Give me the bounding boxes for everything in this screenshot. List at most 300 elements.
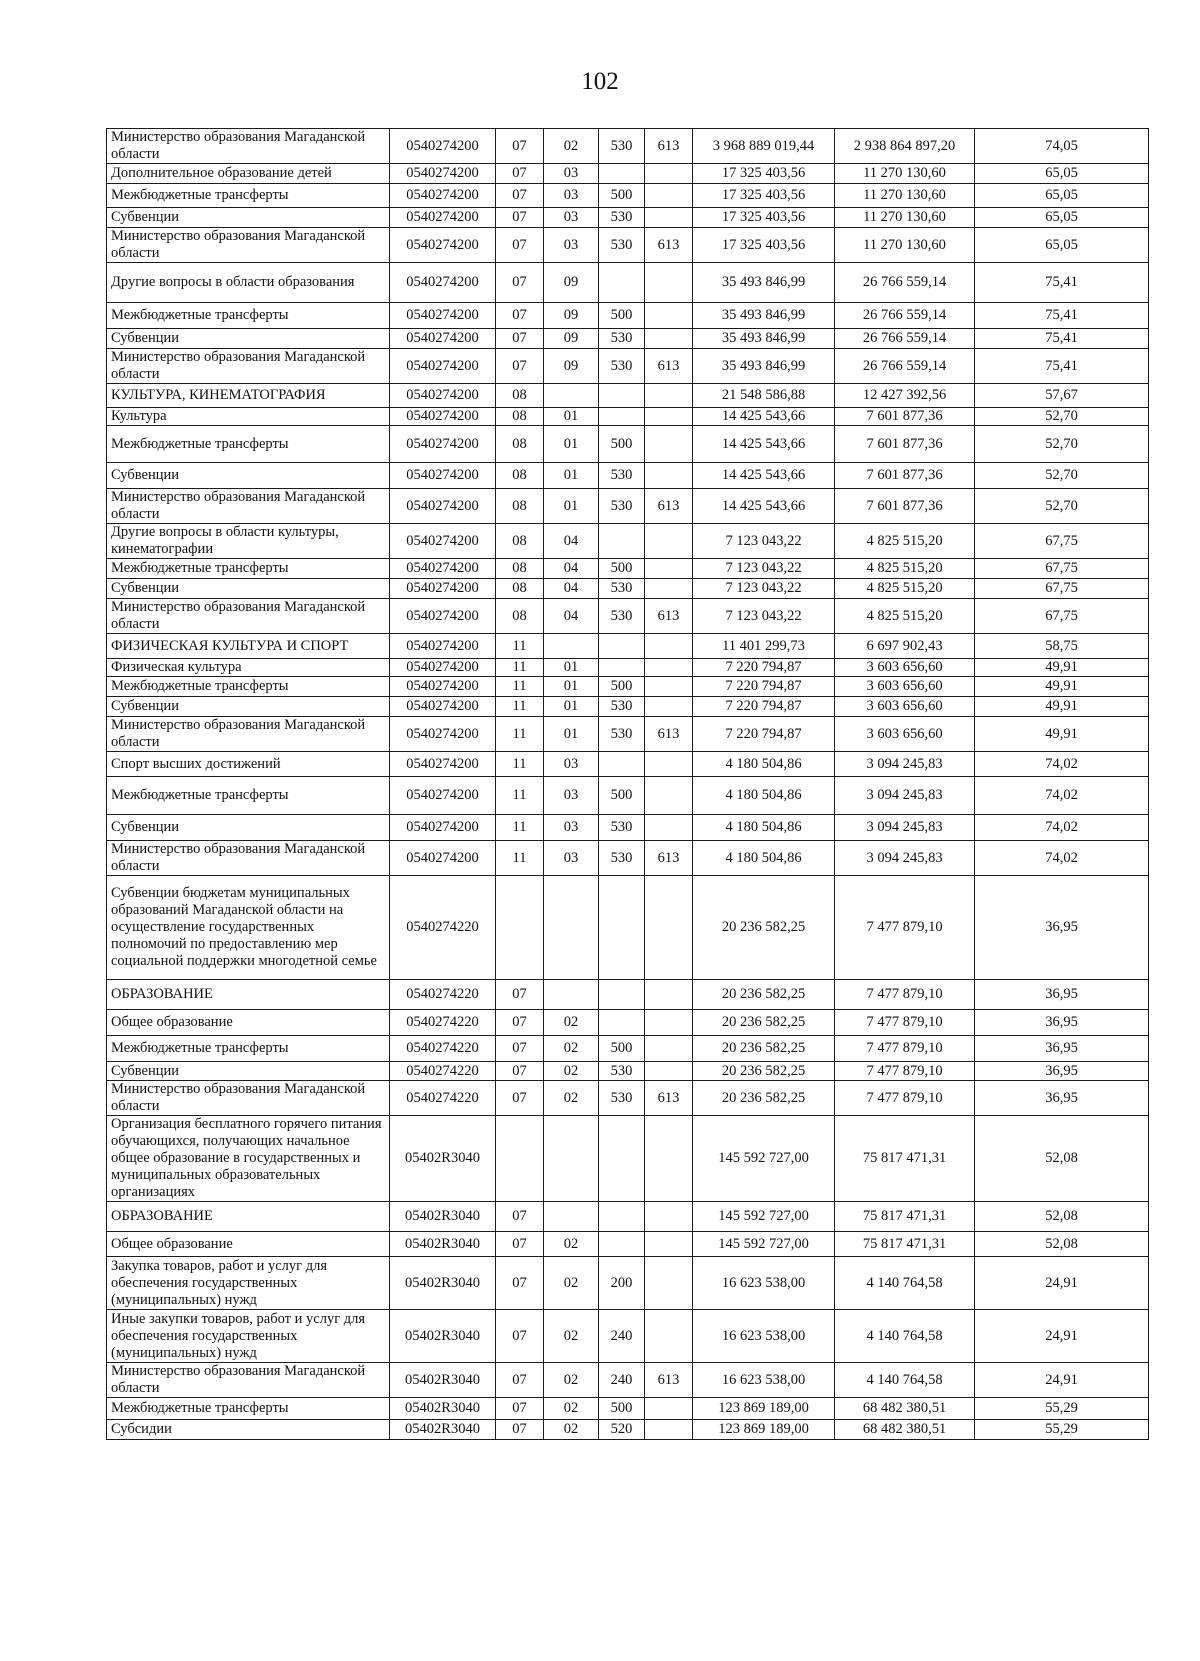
cell-grbs: 613 bbox=[645, 228, 693, 263]
cell-name: Межбюджетные трансферты bbox=[107, 426, 390, 463]
budget-table bbox=[106, 128, 1149, 1440]
cell-rz bbox=[496, 876, 544, 980]
cell-pr: 04 bbox=[544, 559, 599, 579]
table-row bbox=[107, 263, 1149, 303]
cell-fact: 26 766 559,14 bbox=[835, 263, 975, 303]
cell-pr: 03 bbox=[544, 208, 599, 228]
cell-pr: 03 bbox=[544, 841, 599, 876]
cell-grbs bbox=[645, 1116, 693, 1202]
cell-pr: 03 bbox=[544, 164, 599, 184]
cell-csr: 0540274200 bbox=[390, 349, 496, 384]
cell-fact: 4 825 515,20 bbox=[835, 579, 975, 599]
cell-vr bbox=[599, 263, 645, 303]
cell-grbs bbox=[645, 208, 693, 228]
cell-fact: 11 270 130,60 bbox=[835, 164, 975, 184]
cell-csr: 05402R3040 bbox=[390, 1310, 496, 1363]
cell-fact: 4 140 764,58 bbox=[835, 1310, 975, 1363]
cell-csr: 0540274200 bbox=[390, 599, 496, 634]
cell-csr: 0540274200 bbox=[390, 634, 496, 659]
cell-plan: 7 220 794,87 bbox=[693, 717, 835, 752]
cell-csr: 0540274200 bbox=[390, 717, 496, 752]
cell-vr bbox=[599, 164, 645, 184]
table-row bbox=[107, 164, 1149, 184]
cell-pr: 03 bbox=[544, 184, 599, 208]
cell-pct: 75,41 bbox=[975, 329, 1149, 349]
cell-plan: 14 425 543,66 bbox=[693, 408, 835, 426]
cell-grbs bbox=[645, 1398, 693, 1420]
cell-name: Общее образование bbox=[107, 1010, 390, 1036]
cell-grbs bbox=[645, 815, 693, 841]
cell-vr: 530 bbox=[599, 463, 645, 489]
cell-name: ОБРАЗОВАНИЕ bbox=[107, 1202, 390, 1232]
cell-rz: 11 bbox=[496, 659, 544, 677]
cell-vr: 530 bbox=[599, 349, 645, 384]
cell-plan: 4 180 504,86 bbox=[693, 815, 835, 841]
cell-grbs bbox=[645, 303, 693, 329]
table-row bbox=[107, 129, 1149, 164]
cell-rz: 08 bbox=[496, 426, 544, 463]
cell-vr: 500 bbox=[599, 677, 645, 697]
cell-name: Межбюджетные трансферты bbox=[107, 303, 390, 329]
table-row bbox=[107, 1036, 1149, 1062]
cell-pr: 03 bbox=[544, 752, 599, 777]
cell-pct: 74,02 bbox=[975, 815, 1149, 841]
cell-grbs: 613 bbox=[645, 841, 693, 876]
cell-csr: 0540274200 bbox=[390, 129, 496, 164]
cell-grbs bbox=[645, 1420, 693, 1440]
cell-fact: 26 766 559,14 bbox=[835, 349, 975, 384]
cell-csr: 0540274200 bbox=[390, 579, 496, 599]
cell-vr: 500 bbox=[599, 184, 645, 208]
cell-rz: 08 bbox=[496, 463, 544, 489]
cell-pr bbox=[544, 876, 599, 980]
cell-pr: 01 bbox=[544, 426, 599, 463]
cell-vr: 500 bbox=[599, 1398, 645, 1420]
cell-csr: 0540274200 bbox=[390, 697, 496, 717]
cell-fact: 3 603 656,60 bbox=[835, 717, 975, 752]
cell-plan: 123 869 189,00 bbox=[693, 1420, 835, 1440]
cell-rz: 11 bbox=[496, 634, 544, 659]
cell-grbs bbox=[645, 1257, 693, 1310]
cell-fact: 26 766 559,14 bbox=[835, 303, 975, 329]
cell-csr: 0540274220 bbox=[390, 876, 496, 980]
cell-name: Министерство образования Магаданской области bbox=[107, 841, 390, 876]
cell-name: Межбюджетные трансферты bbox=[107, 184, 390, 208]
cell-pr: 09 bbox=[544, 263, 599, 303]
cell-fact: 7 477 879,10 bbox=[835, 876, 975, 980]
cell-csr: 0540274220 bbox=[390, 980, 496, 1010]
cell-name: Министерство образования Магаданской области bbox=[107, 228, 390, 263]
cell-rz: 07 bbox=[496, 1420, 544, 1440]
cell-name: Министерство образования Магаданской области bbox=[107, 599, 390, 634]
cell-pr bbox=[544, 1202, 599, 1232]
cell-rz: 07 bbox=[496, 329, 544, 349]
table-row bbox=[107, 349, 1149, 384]
cell-name: Субвенции bbox=[107, 329, 390, 349]
cell-pr: 01 bbox=[544, 489, 599, 524]
cell-plan: 7 220 794,87 bbox=[693, 677, 835, 697]
cell-plan: 20 236 582,25 bbox=[693, 1036, 835, 1062]
cell-fact: 75 817 471,31 bbox=[835, 1232, 975, 1257]
cell-fact: 7 601 877,36 bbox=[835, 463, 975, 489]
cell-vr bbox=[599, 634, 645, 659]
cell-plan: 7 123 043,22 bbox=[693, 579, 835, 599]
cell-grbs bbox=[645, 1232, 693, 1257]
cell-vr: 530 bbox=[599, 815, 645, 841]
cell-pr: 01 bbox=[544, 717, 599, 752]
cell-pr: 02 bbox=[544, 1363, 599, 1398]
cell-name: КУЛЬТУРА, КИНЕМАТОГРАФИЯ bbox=[107, 384, 390, 408]
cell-pct: 75,41 bbox=[975, 303, 1149, 329]
cell-pr: 04 bbox=[544, 524, 599, 559]
cell-csr: 0540274220 bbox=[390, 1036, 496, 1062]
cell-vr: 530 bbox=[599, 841, 645, 876]
cell-pct: 49,91 bbox=[975, 697, 1149, 717]
cell-grbs bbox=[645, 329, 693, 349]
table-row bbox=[107, 717, 1149, 752]
cell-pct: 36,95 bbox=[975, 1036, 1149, 1062]
cell-plan: 16 623 538,00 bbox=[693, 1363, 835, 1398]
cell-fact: 7 477 879,10 bbox=[835, 1081, 975, 1116]
cell-grbs: 613 bbox=[645, 1081, 693, 1116]
cell-pr: 02 bbox=[544, 1232, 599, 1257]
cell-grbs: 613 bbox=[645, 599, 693, 634]
cell-vr: 530 bbox=[599, 1062, 645, 1081]
table-row bbox=[107, 697, 1149, 717]
cell-fact: 2 938 864 897,20 bbox=[835, 129, 975, 164]
cell-name: Министерство образования Магаданской области bbox=[107, 349, 390, 384]
cell-fact: 6 697 902,43 bbox=[835, 634, 975, 659]
cell-pr: 02 bbox=[544, 1398, 599, 1420]
cell-csr: 0540274200 bbox=[390, 815, 496, 841]
cell-name: Субвенции бюджетам муниципальных образований Магаданской области на осуществление государственных полномочий по предоставлению мер социальной поддержки многодетной семье bbox=[107, 876, 390, 980]
cell-fact: 7 601 877,36 bbox=[835, 426, 975, 463]
cell-grbs: 613 bbox=[645, 717, 693, 752]
cell-vr bbox=[599, 384, 645, 408]
cell-fact: 4 140 764,58 bbox=[835, 1257, 975, 1310]
cell-plan: 35 493 846,99 bbox=[693, 263, 835, 303]
cell-pct: 67,75 bbox=[975, 579, 1149, 599]
cell-rz: 08 bbox=[496, 384, 544, 408]
cell-plan: 4 180 504,86 bbox=[693, 777, 835, 815]
cell-fact: 7 477 879,10 bbox=[835, 1036, 975, 1062]
cell-rz: 11 bbox=[496, 841, 544, 876]
cell-csr: 0540274200 bbox=[390, 752, 496, 777]
cell-pct: 49,91 bbox=[975, 677, 1149, 697]
cell-grbs bbox=[645, 634, 693, 659]
cell-rz: 07 bbox=[496, 164, 544, 184]
cell-csr: 0540274200 bbox=[390, 303, 496, 329]
cell-name: Субвенции bbox=[107, 815, 390, 841]
cell-vr bbox=[599, 524, 645, 559]
cell-plan: 4 180 504,86 bbox=[693, 841, 835, 876]
cell-pct: 52,70 bbox=[975, 489, 1149, 524]
cell-fact: 7 601 877,36 bbox=[835, 408, 975, 426]
table-row bbox=[107, 329, 1149, 349]
cell-fact: 3 094 245,83 bbox=[835, 815, 975, 841]
table-row bbox=[107, 303, 1149, 329]
cell-fact: 3 094 245,83 bbox=[835, 752, 975, 777]
cell-pct: 67,75 bbox=[975, 599, 1149, 634]
cell-vr bbox=[599, 980, 645, 1010]
cell-fact: 11 270 130,60 bbox=[835, 184, 975, 208]
cell-vr bbox=[599, 659, 645, 677]
cell-grbs bbox=[645, 697, 693, 717]
cell-csr: 05402R3040 bbox=[390, 1202, 496, 1232]
cell-name: Субвенции bbox=[107, 463, 390, 489]
cell-name: Спорт высших достижений bbox=[107, 752, 390, 777]
cell-csr: 0540274200 bbox=[390, 426, 496, 463]
cell-grbs bbox=[645, 876, 693, 980]
cell-fact: 7 477 879,10 bbox=[835, 1062, 975, 1081]
cell-vr: 500 bbox=[599, 426, 645, 463]
cell-pr: 02 bbox=[544, 1310, 599, 1363]
cell-plan: 20 236 582,25 bbox=[693, 1010, 835, 1036]
cell-fact: 7 477 879,10 bbox=[835, 1010, 975, 1036]
cell-vr: 240 bbox=[599, 1310, 645, 1363]
cell-name: Культура bbox=[107, 408, 390, 426]
cell-grbs bbox=[645, 752, 693, 777]
cell-name: Субсидии bbox=[107, 1420, 390, 1440]
cell-rz: 07 bbox=[496, 349, 544, 384]
cell-pct: 65,05 bbox=[975, 164, 1149, 184]
cell-plan: 145 592 727,00 bbox=[693, 1116, 835, 1202]
cell-rz: 07 bbox=[496, 1081, 544, 1116]
cell-rz: 07 bbox=[496, 1310, 544, 1363]
cell-vr: 200 bbox=[599, 1257, 645, 1310]
cell-pct: 36,95 bbox=[975, 1010, 1149, 1036]
cell-fact: 4 140 764,58 bbox=[835, 1363, 975, 1398]
cell-vr: 530 bbox=[599, 717, 645, 752]
cell-pr: 02 bbox=[544, 1010, 599, 1036]
cell-rz: 07 bbox=[496, 1010, 544, 1036]
cell-grbs bbox=[645, 524, 693, 559]
cell-vr: 530 bbox=[599, 228, 645, 263]
cell-grbs: 613 bbox=[645, 129, 693, 164]
cell-fact: 3 603 656,60 bbox=[835, 659, 975, 677]
cell-name: Субвенции bbox=[107, 208, 390, 228]
cell-fact: 75 817 471,31 bbox=[835, 1116, 975, 1202]
cell-vr: 530 bbox=[599, 1081, 645, 1116]
cell-grbs bbox=[645, 263, 693, 303]
cell-csr: 0540274200 bbox=[390, 524, 496, 559]
cell-rz: 07 bbox=[496, 228, 544, 263]
cell-pr: 02 bbox=[544, 1062, 599, 1081]
cell-rz: 11 bbox=[496, 717, 544, 752]
cell-pr: 09 bbox=[544, 349, 599, 384]
cell-grbs bbox=[645, 1202, 693, 1232]
cell-grbs: 613 bbox=[645, 489, 693, 524]
table-row bbox=[107, 677, 1149, 697]
cell-plan: 17 325 403,56 bbox=[693, 228, 835, 263]
cell-name: Межбюджетные трансферты bbox=[107, 559, 390, 579]
cell-name: Организация бесплатного горячего питания обучающихся, получающих начальное общее образование в государственных и муниципальных образовательных организациях bbox=[107, 1116, 390, 1202]
cell-fact: 11 270 130,60 bbox=[835, 228, 975, 263]
cell-plan: 20 236 582,25 bbox=[693, 1081, 835, 1116]
cell-grbs bbox=[645, 1310, 693, 1363]
cell-pr: 09 bbox=[544, 329, 599, 349]
cell-csr: 0540274220 bbox=[390, 1081, 496, 1116]
cell-pr: 02 bbox=[544, 1081, 599, 1116]
cell-pct: 65,05 bbox=[975, 184, 1149, 208]
cell-pct: 52,70 bbox=[975, 408, 1149, 426]
cell-rz: 07 bbox=[496, 1363, 544, 1398]
cell-grbs bbox=[645, 184, 693, 208]
cell-rz: 08 bbox=[496, 489, 544, 524]
cell-fact: 7 601 877,36 bbox=[835, 489, 975, 524]
cell-rz: 07 bbox=[496, 1062, 544, 1081]
cell-pct: 74,02 bbox=[975, 752, 1149, 777]
cell-pr bbox=[544, 1116, 599, 1202]
table-row bbox=[107, 980, 1149, 1010]
cell-pct: 36,95 bbox=[975, 980, 1149, 1010]
table-row bbox=[107, 184, 1149, 208]
cell-pr: 03 bbox=[544, 815, 599, 841]
cell-csr: 05402R3040 bbox=[390, 1257, 496, 1310]
cell-rz: 11 bbox=[496, 697, 544, 717]
cell-plan: 7 123 043,22 bbox=[693, 599, 835, 634]
cell-pct: 52,08 bbox=[975, 1116, 1149, 1202]
cell-name: Министерство образования Магаданской области bbox=[107, 489, 390, 524]
cell-plan: 7 123 043,22 bbox=[693, 559, 835, 579]
cell-plan: 17 325 403,56 bbox=[693, 184, 835, 208]
table-row bbox=[107, 1420, 1149, 1440]
cell-csr: 0540274200 bbox=[390, 659, 496, 677]
cell-pct: 36,95 bbox=[975, 876, 1149, 980]
cell-plan: 17 325 403,56 bbox=[693, 208, 835, 228]
cell-name: Субвенции bbox=[107, 1062, 390, 1081]
cell-plan: 145 592 727,00 bbox=[693, 1202, 835, 1232]
cell-pr: 01 bbox=[544, 659, 599, 677]
cell-plan: 3 968 889 019,44 bbox=[693, 129, 835, 164]
cell-pct: 75,41 bbox=[975, 263, 1149, 303]
cell-csr: 05402R3040 bbox=[390, 1420, 496, 1440]
cell-rz: 11 bbox=[496, 752, 544, 777]
cell-grbs bbox=[645, 1062, 693, 1081]
cell-plan: 123 869 189,00 bbox=[693, 1398, 835, 1420]
cell-name: Министерство образования Магаданской области bbox=[107, 1081, 390, 1116]
cell-name: Межбюджетные трансферты bbox=[107, 777, 390, 815]
cell-grbs bbox=[645, 1010, 693, 1036]
cell-plan: 14 425 543,66 bbox=[693, 426, 835, 463]
cell-pct: 74,02 bbox=[975, 777, 1149, 815]
cell-plan: 145 592 727,00 bbox=[693, 1232, 835, 1257]
table-row bbox=[107, 228, 1149, 263]
cell-grbs bbox=[645, 559, 693, 579]
cell-vr: 530 bbox=[599, 129, 645, 164]
cell-fact: 11 270 130,60 bbox=[835, 208, 975, 228]
cell-name: Физическая культура bbox=[107, 659, 390, 677]
cell-csr: 0540274200 bbox=[390, 559, 496, 579]
cell-pct: 74,02 bbox=[975, 841, 1149, 876]
cell-fact: 68 482 380,51 bbox=[835, 1420, 975, 1440]
cell-rz: 08 bbox=[496, 559, 544, 579]
table-row bbox=[107, 1062, 1149, 1081]
cell-fact: 7 477 879,10 bbox=[835, 980, 975, 1010]
cell-vr: 500 bbox=[599, 559, 645, 579]
cell-pct: 52,70 bbox=[975, 426, 1149, 463]
cell-fact: 3 094 245,83 bbox=[835, 841, 975, 876]
cell-csr: 0540274200 bbox=[390, 489, 496, 524]
cell-csr: 05402R3040 bbox=[390, 1232, 496, 1257]
cell-pr bbox=[544, 980, 599, 1010]
cell-pct: 58,75 bbox=[975, 634, 1149, 659]
cell-rz: 08 bbox=[496, 408, 544, 426]
cell-rz: 07 bbox=[496, 1398, 544, 1420]
cell-plan: 14 425 543,66 bbox=[693, 463, 835, 489]
cell-vr: 500 bbox=[599, 1036, 645, 1062]
cell-vr: 520 bbox=[599, 1420, 645, 1440]
cell-vr: 530 bbox=[599, 489, 645, 524]
cell-rz: 07 bbox=[496, 129, 544, 164]
cell-name: Иные закупки товаров, работ и услуг для обеспечения государственных (муниципальных) нужд bbox=[107, 1310, 390, 1363]
table-row bbox=[107, 599, 1149, 634]
cell-pr: 01 bbox=[544, 463, 599, 489]
cell-name: Общее образование bbox=[107, 1232, 390, 1257]
cell-fact: 4 825 515,20 bbox=[835, 524, 975, 559]
cell-name: Субвенции bbox=[107, 579, 390, 599]
cell-plan: 17 325 403,56 bbox=[693, 164, 835, 184]
cell-csr: 0540274200 bbox=[390, 184, 496, 208]
cell-vr bbox=[599, 1116, 645, 1202]
cell-plan: 7 123 043,22 bbox=[693, 524, 835, 559]
table-row bbox=[107, 815, 1149, 841]
cell-csr: 0540274200 bbox=[390, 208, 496, 228]
cell-pct: 67,75 bbox=[975, 524, 1149, 559]
cell-pr: 04 bbox=[544, 579, 599, 599]
cell-vr: 530 bbox=[599, 579, 645, 599]
cell-grbs bbox=[645, 1036, 693, 1062]
cell-csr: 05402R3040 bbox=[390, 1398, 496, 1420]
cell-name: Межбюджетные трансферты bbox=[107, 1398, 390, 1420]
cell-rz: 08 bbox=[496, 599, 544, 634]
cell-pct: 67,75 bbox=[975, 559, 1149, 579]
cell-vr: 530 bbox=[599, 599, 645, 634]
cell-pr: 01 bbox=[544, 408, 599, 426]
cell-pct: 36,95 bbox=[975, 1062, 1149, 1081]
cell-plan: 4 180 504,86 bbox=[693, 752, 835, 777]
cell-pct: 65,05 bbox=[975, 228, 1149, 263]
cell-name: ФИЗИЧЕСКАЯ КУЛЬТУРА И СПОРТ bbox=[107, 634, 390, 659]
cell-csr: 0540274200 bbox=[390, 841, 496, 876]
cell-pr: 01 bbox=[544, 677, 599, 697]
table-row bbox=[107, 634, 1149, 659]
cell-rz: 11 bbox=[496, 677, 544, 697]
cell-csr: 0540274200 bbox=[390, 408, 496, 426]
cell-grbs bbox=[645, 659, 693, 677]
cell-csr: 0540274200 bbox=[390, 777, 496, 815]
cell-plan: 20 236 582,25 bbox=[693, 876, 835, 980]
cell-pr: 02 bbox=[544, 1420, 599, 1440]
cell-csr: 05402R3040 bbox=[390, 1116, 496, 1202]
cell-pr: 02 bbox=[544, 1257, 599, 1310]
cell-fact: 4 825 515,20 bbox=[835, 559, 975, 579]
cell-pct: 24,91 bbox=[975, 1257, 1149, 1310]
cell-grbs bbox=[645, 426, 693, 463]
cell-csr: 0540274200 bbox=[390, 228, 496, 263]
cell-plan: 7 220 794,87 bbox=[693, 659, 835, 677]
table-row bbox=[107, 876, 1149, 980]
cell-vr bbox=[599, 1202, 645, 1232]
cell-name: Министерство образования Магаданской области bbox=[107, 129, 390, 164]
cell-grbs bbox=[645, 164, 693, 184]
cell-pct: 24,91 bbox=[975, 1363, 1149, 1398]
cell-fact: 3 094 245,83 bbox=[835, 777, 975, 815]
cell-plan: 21 548 586,88 bbox=[693, 384, 835, 408]
table-row bbox=[107, 841, 1149, 876]
cell-pct: 52,08 bbox=[975, 1232, 1149, 1257]
cell-grbs bbox=[645, 463, 693, 489]
